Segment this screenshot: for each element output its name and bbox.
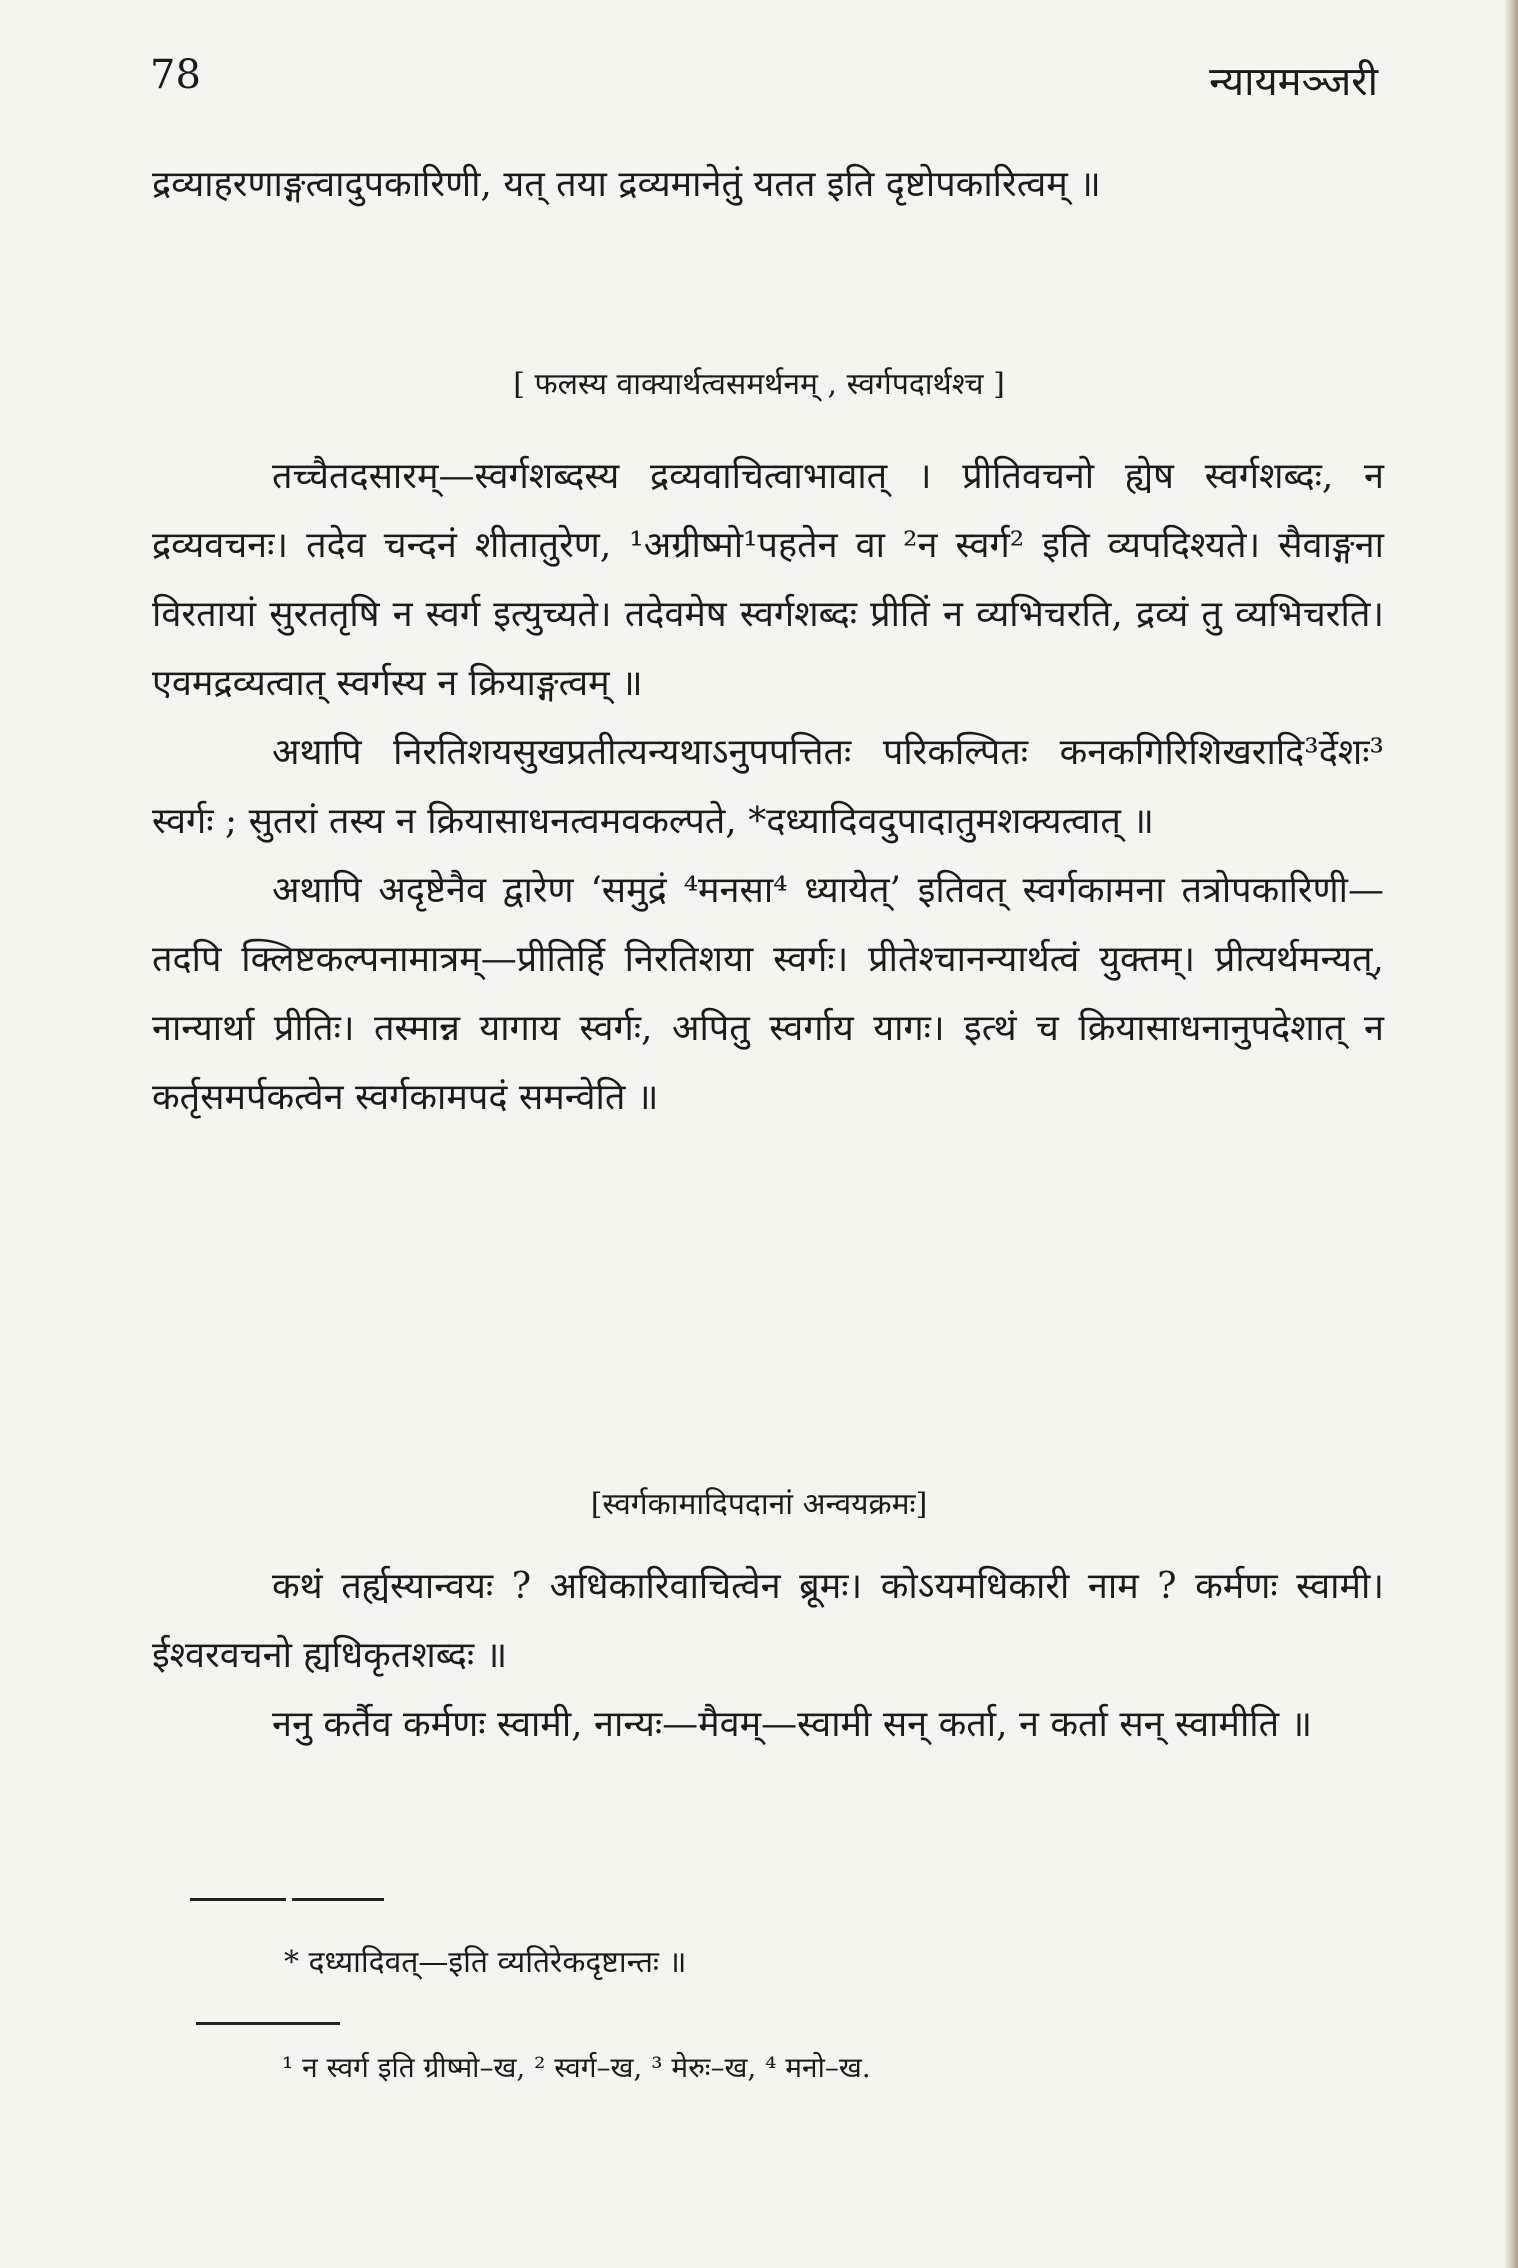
footnote-star: * दध्यादिवत्—इति व्यतिरेकदृष्टान्तः ॥ [284, 1945, 687, 1980]
paragraph-5: ननु कर्तैव कर्मणः स्वामी, नान्यः—मैवम्—स्वामी सन् कर्ता, न कर्ता सन् स्वामीति ॥ [272, 1704, 1313, 1745]
section-1-body [152, 442, 1384, 1132]
page-edge-shadow [1504, 0, 1518, 2268]
footnote-rule-2 [196, 2022, 340, 2025]
footnote-rule-right [292, 1898, 384, 1901]
continued-paragraph [152, 150, 1384, 219]
paragraph-3: अथापि अदृष्टेनैव द्वारेण ‘समुद्रं ⁴मनसा⁴ ध्यायेत्’ इतिवत् स्वर्गकामना तत्रोपकारिणी—तदपि क्लिष्टकल्पनामात्रम्—प्रीतिर्हि निरतिशया स्वर्गः। प्रीतेश्चानन्यार्थत्वं युक्तम्। प्रीत्यर्थमन्यत्, नान्यार्था प्रीतिः। तस्मान्न यागाय स्वर्गः, अपितु स्वर्गाय यागः। इत्थं च क्रियासाधनानुपदेशात् न कर्तृसमर्पकत्वेन स्वर्गकामपदं समन्वेति ॥ [152, 870, 1384, 1118]
footnote-rule-left [190, 1898, 286, 1901]
footnote-variants: ¹ न स्वर्ग इति ग्रीष्मो–ख, ² स्वर्ग–ख, ³ मेरुः–ख, ⁴ मनो–ख. [282, 2051, 871, 2084]
paragraph-4: कथं तर्ह्यस्यान्वयः ? अधिकारिवाचित्वेन ब्रूमः। कोऽयमधिकारी नाम ? कर्मणः स्वामी। ईश्वरवचनो ह्यधिकृतशब्दः ॥ [152, 1566, 1384, 1676]
running-title: न्यायमञ्जरी [1209, 59, 1378, 105]
paragraph-0: द्रव्याहरणाङ्गत्वादुपकारिणी, यत् तया द्रव्यमानेतुं यतत इति दृष्टोपकारित्वम् ॥ [152, 164, 1101, 205]
section-2-body [152, 1552, 1384, 1759]
paragraph-2: अथापि निरतिशयसुखप्रतीत्यन्यथाऽनुपपत्तितः परिकल्पितः कनकगिरिशिखरादि³र्देशः³ स्वर्गः ; सुतरां तस्य न क्रियासाधनत्वमवकल्पते, *दध्यादिवदुपादातुमशक्यत्वात् ॥ [152, 732, 1384, 842]
paragraph-1: तच्चैतदसारम्—स्वर्गशब्दस्य द्रव्यवाचित्वाभावात् । प्रीतिवचनो ह्येष स्वर्गशब्दः, न द्रव्यवचनः। तदेव चन्दनं शीतातुरेण, ¹अग्रीष्मो¹पहतेन वा ²न स्वर्ग² इति व्यपदिश्यते। सैवाङ्गना विरतायां सुरततृषि न स्वर्ग इत्युच्यते। तदेवमेष स्वर्गशब्दः प्रीतिं न व्यभिचरति, द्रव्यं तु व्यभिचरति। एवमद्रव्यत्वात् स्वर्गस्य न क्रियाङ्गत्वम् ॥ [152, 456, 1384, 704]
section-heading-2: [स्वर्गकामादिपदानां अन्वयक्रमः] [590, 1487, 928, 1522]
page-number: 78 [150, 52, 201, 98]
section-heading-1: [ फलस्य वाक्यार्थत्वसमर्थनम् , स्वर्गपदार्थश्च ] [513, 367, 1005, 402]
